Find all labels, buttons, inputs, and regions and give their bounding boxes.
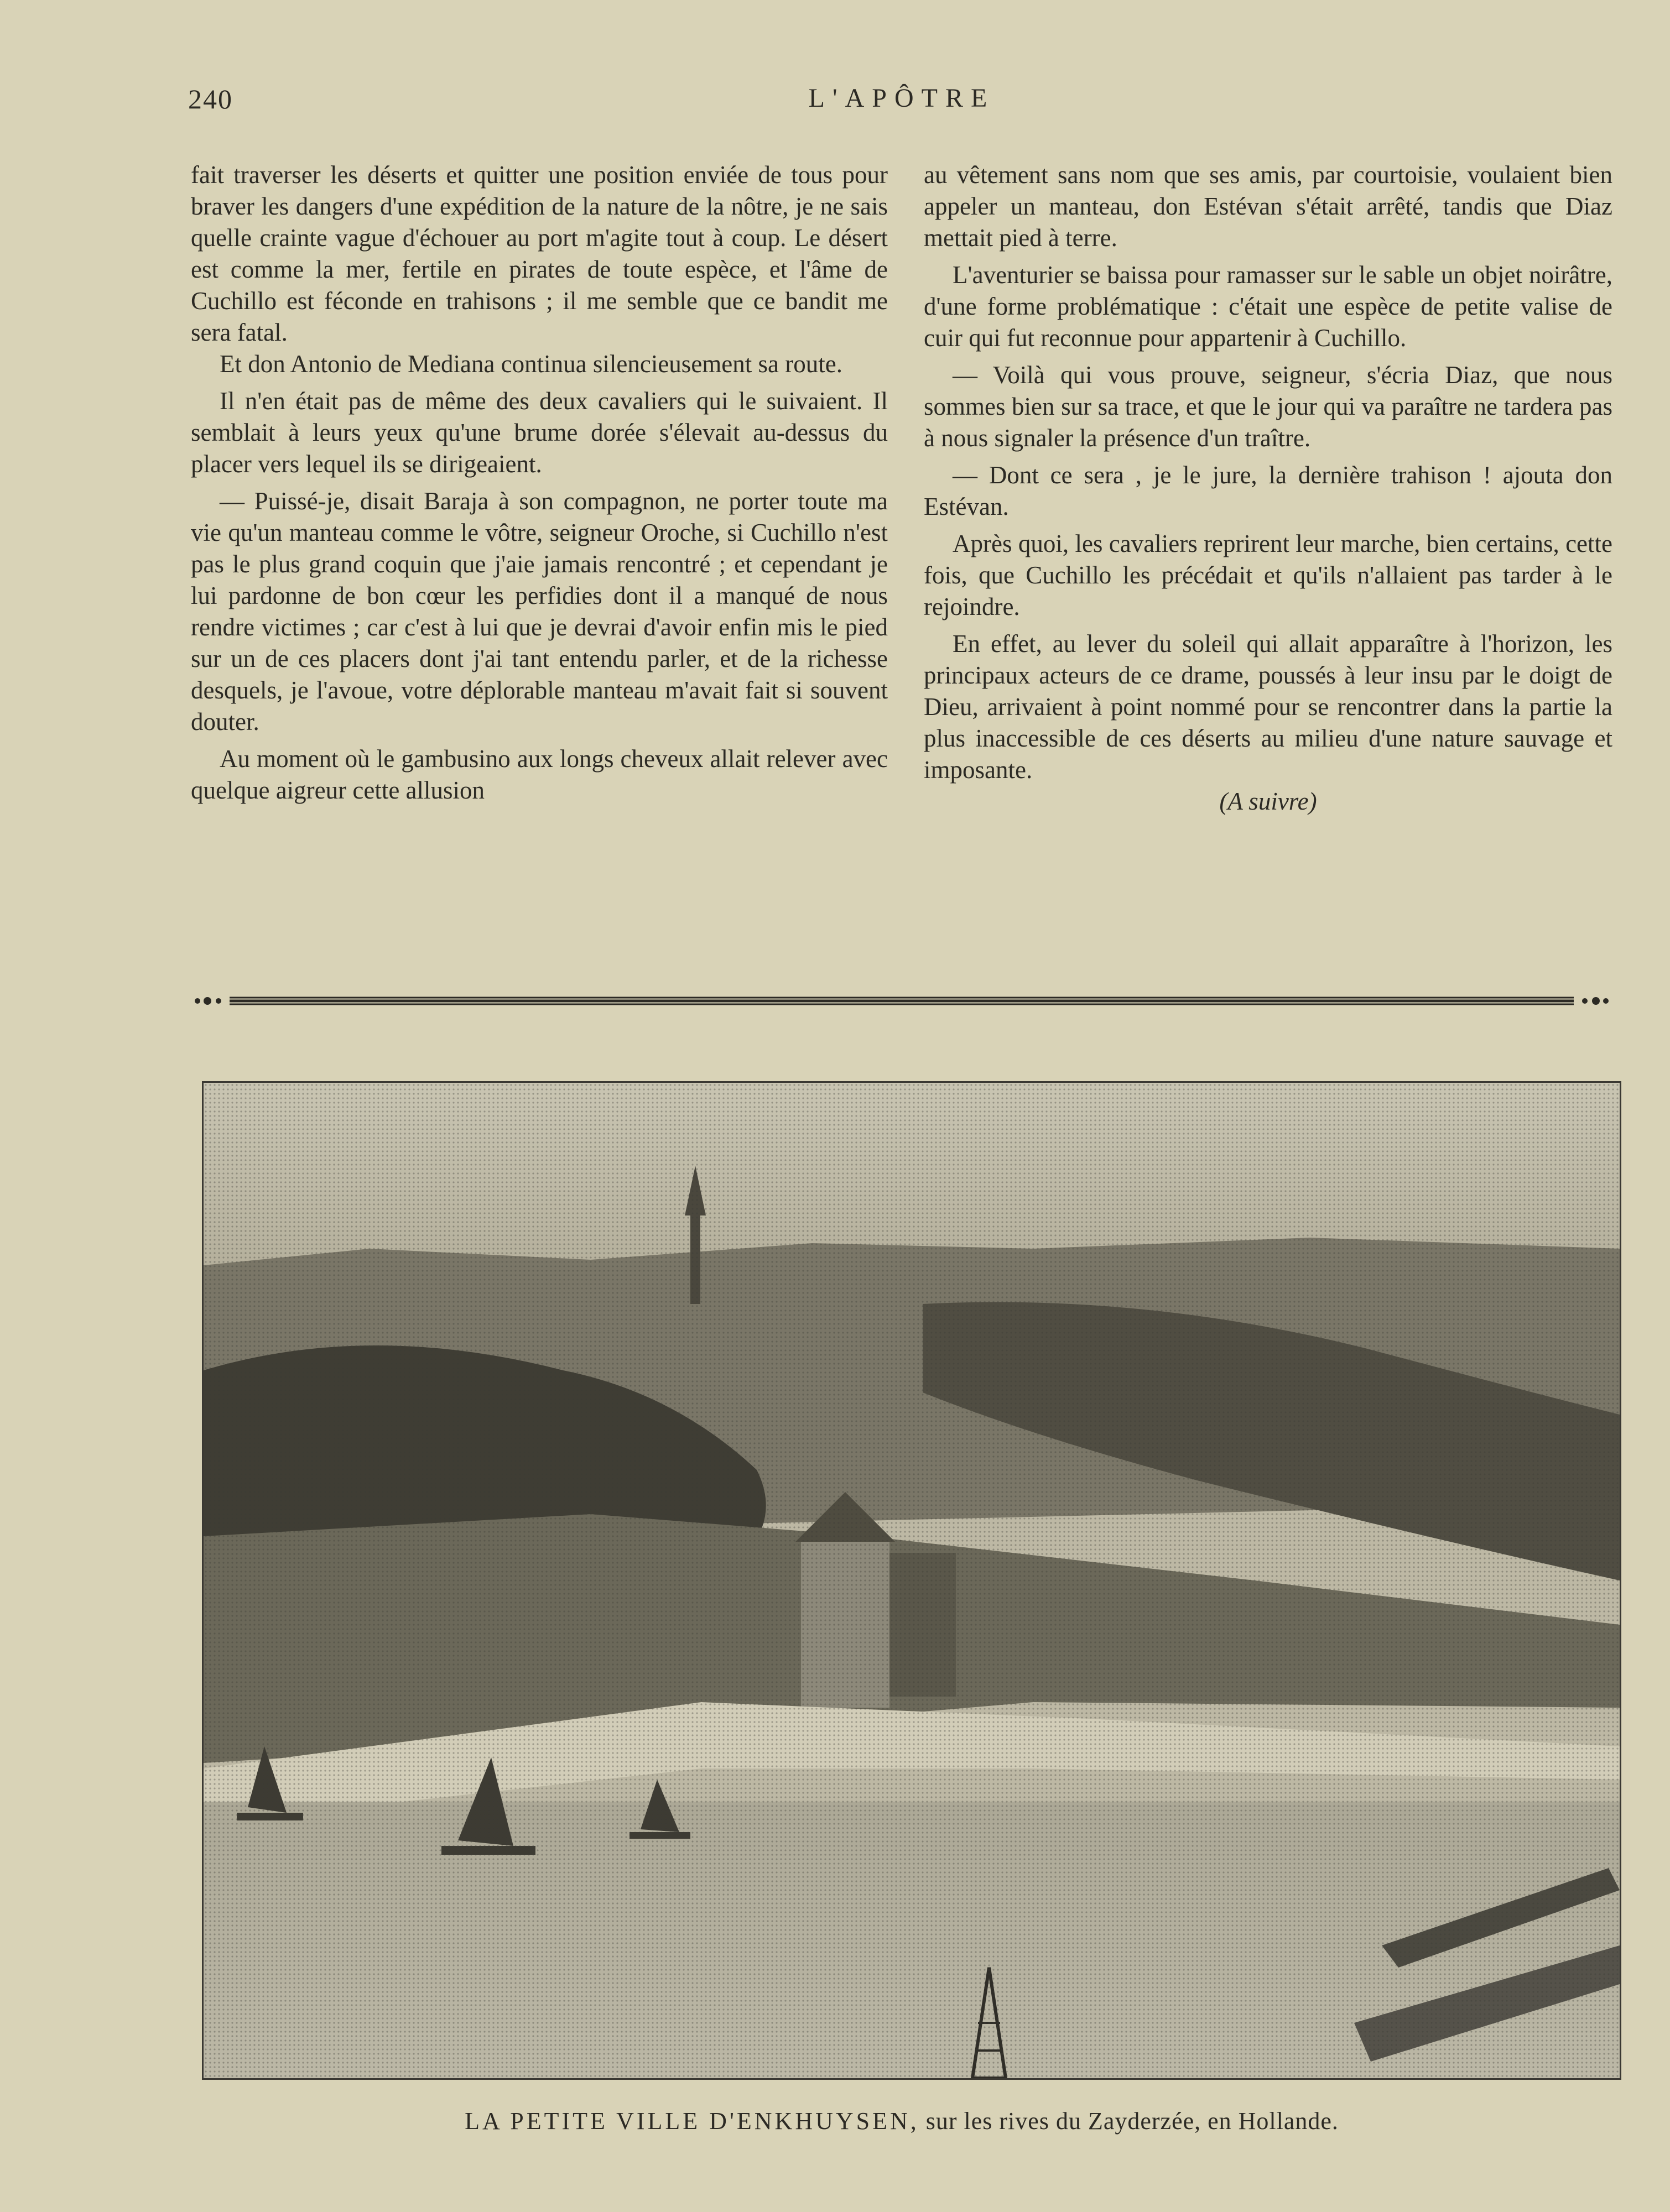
paragraph: Et don Antonio de Mediana continua silencieusement sa route. — [220, 350, 842, 378]
paragraph: Après quoi, les cavaliers reprirent leur marche, bien certains, cette fois, que Cuchillo les précédait et qu'ils n'allaient pas tarder à le rejoindre. — [924, 530, 1612, 620]
paragraph: au vêtement sans nom que ses amis, par courtoisie, voulaient bien appeler un manteau, don Estévan s'était arrêté, tandis que Diaz mettait pied à terre. — [924, 161, 1612, 252]
caption-text: sur les rives du Zayderzée, en Hollande. — [925, 2107, 1339, 2135]
paragraph: L'aventurier se baissa pour ramasser sur le sable un objet noirâtre, d'une forme problématique : c'était une espèce de petite valise de cuir qui fut reconnue pour appartenir à Cuchillo. — [924, 261, 1612, 352]
page-number: 240 — [188, 84, 233, 114]
page-header — [188, 83, 1615, 122]
paragraph: Au moment où le gambusino aux longs cheveux allait relever avec quelque aigreur cette allusion — [191, 745, 888, 804]
paragraph: Il n'en était pas de même des deux cavaliers qui le suivaient. Il semblait à leurs yeux qu'une brume dorée s'élevait au-dessus du placer vers lequel ils se dirigeaient. — [191, 387, 888, 478]
paragraph: fait traverser les déserts et quitter une position enviée de tous pour braver les dangers d'une expédition de la nature de la nôtre, je ne sais quelle crainte vague d'échouer au port m'agite tout à coup. Le désert est comme la mer, fertile en pirates de toute espèce, et l'âme de Cuchillo est féconde en trahisons ; il me semble que ce bandit me sera fatal. — [191, 161, 888, 346]
paragraph: — Voilà qui vous prouve, seigneur, s'écria Diaz, que nous sommes bien sur sa trace, et que le jour qui va paraître ne tardera pas à nous signaler la présence d'un traître. — [924, 361, 1612, 452]
ornamental-divider — [191, 993, 1612, 1009]
paragraph: — Puissé-je, disait Baraja à son compagnon, ne porter toute ma vie qu'un manteau comme le vôtre, seigneur Oroche, si Cuchillo n'est pas le plus grand coquin que j'aie jamais rencontré ; et cependant je lui pardonne de bon cœur les perfidies dont il a manqué de nous rendre victimes ; car c'est à lui que je devrai d'avoir enfin mis le pied sur un de ces placers dont j'ai tant entendu parler, et de la richesse desquels, je l'avoue, votre déplorable manteau m'avait fait si souvent douter. — [191, 487, 888, 735]
to-be-continued: (A suivre) — [1219, 787, 1317, 815]
running-title: L'APÔTRE — [808, 84, 995, 113]
left-text-column — [191, 159, 888, 806]
photo-caption — [191, 2107, 1612, 2135]
caption-title: LA PETITE VILLE D'ENKHUYSEN, — [465, 2107, 919, 2135]
town-photograph — [202, 1081, 1621, 2080]
right-text-column — [924, 159, 1612, 817]
paragraph: En effet, au lever du soleil qui allait apparaître à l'horizon, les principaux acteurs de ce drame, poussés à leur insu par le doigt de Dieu, arrivaient à point nommé pour se rencontrer dans la partie la plus inaccessible de ces déserts au milieu d'une nature sauvage et imposante. — [924, 630, 1612, 784]
paragraph: — Dont ce sera , je le jure, la dernière trahison ! ajouta don Estévan. — [924, 461, 1612, 520]
enkhuysen-aerial-illustration — [204, 1083, 1620, 2078]
